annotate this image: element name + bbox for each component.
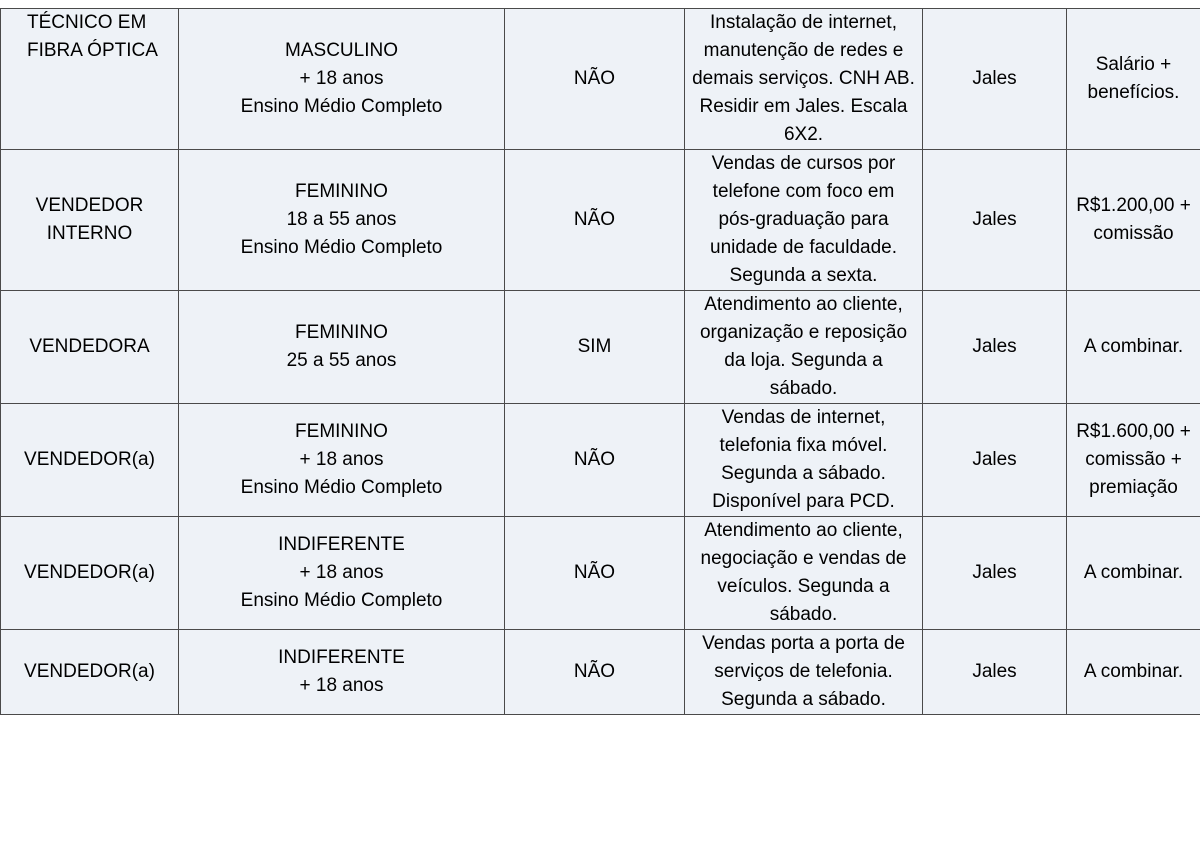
descricao-cell-line: negociação e vendas de: [700, 548, 907, 569]
cidade-cell: [923, 9, 1067, 150]
descricao-cell-line: Atendimento ao cliente,: [704, 520, 903, 541]
perfil-cell-line: Ensino Médio Completo: [240, 96, 443, 117]
descricao-cell-line: serviços de telefonia.: [714, 661, 893, 682]
salario-cell-line: Salário +: [1095, 54, 1172, 75]
perfil-cell: [179, 150, 505, 291]
table-row: [1, 517, 1200, 630]
cargo-cell: [1, 404, 179, 517]
descricao-cell-line: Segunda a sexta.: [729, 265, 878, 286]
cargo-cell-line: FIBRA ÓPTICA: [27, 40, 158, 61]
cidade-cell: [923, 150, 1067, 291]
perfil-cell-line: INDIFERENTE: [278, 647, 405, 668]
job-listings-sheet: [0, 8, 1200, 715]
perfil-cell: [179, 404, 505, 517]
descricao-cell-line: sábado.: [769, 604, 838, 625]
descricao-cell: [685, 404, 923, 517]
descricao-cell: [685, 517, 923, 630]
table-row: [1, 150, 1200, 291]
descricao-cell: [685, 9, 923, 150]
descricao-cell-line: Segunda a sábado.: [721, 463, 886, 484]
experiencia-cell: [505, 9, 685, 150]
descricao-cell-line: veículos. Segunda a: [717, 576, 890, 597]
cidade-cell-text: Jales: [972, 562, 1017, 583]
cidade-cell: [923, 517, 1067, 630]
table-row: [1, 291, 1200, 404]
descricao-cell-line: telefone com foco em: [712, 181, 895, 202]
cidade-cell: [923, 291, 1067, 404]
experiencia-cell: [505, 517, 685, 630]
descricao-cell-line: sábado.: [769, 378, 838, 399]
descricao-cell-line: telefonia fixa móvel.: [719, 435, 888, 456]
cargo-cell: [1, 150, 179, 291]
salario-cell: [1067, 404, 1200, 517]
descricao-cell-line: Vendas porta a porta de: [702, 633, 905, 654]
cargo-cell-line: INTERNO: [46, 223, 133, 244]
salario-cell-line: benefícios.: [1087, 82, 1180, 103]
salario-cell-line: R$1.200,00 +: [1076, 195, 1191, 216]
cargo-cell-line: VENDEDOR(a): [24, 661, 155, 682]
perfil-cell-line: + 18 anos: [299, 68, 384, 89]
salario-cell: [1067, 291, 1200, 404]
cargo-cell: [1, 630, 179, 715]
experiencia-cell: [505, 630, 685, 715]
descricao-cell-line: 6X2.: [783, 124, 824, 145]
perfil-cell-line: MASCULINO: [285, 40, 398, 61]
experiencia-cell-text: SIM: [577, 336, 612, 357]
salario-cell-line: premiação: [1089, 477, 1178, 498]
salario-cell-line: R$1.600,00 +: [1076, 421, 1191, 442]
cargo-cell-line: VENDEDOR(a): [24, 449, 155, 470]
experiencia-cell: [505, 404, 685, 517]
experiencia-cell: [505, 291, 685, 404]
descricao-cell: [685, 291, 923, 404]
cidade-cell: [923, 630, 1067, 715]
perfil-cell: [179, 517, 505, 630]
salario-cell-line: A combinar.: [1083, 661, 1184, 682]
perfil-cell: [179, 630, 505, 715]
perfil-cell-line: 25 a 55 anos: [286, 350, 397, 371]
cidade-cell-text: Jales: [972, 336, 1017, 357]
cargo-cell-line: VENDEDORA: [29, 336, 150, 357]
descricao-cell-line: unidade de faculdade.: [710, 237, 897, 258]
cidade-cell: [923, 404, 1067, 517]
cargo-cell-line: VENDEDOR(a): [24, 562, 155, 583]
descricao-cell-line: Vendas de internet,: [721, 407, 886, 428]
salario-cell: [1067, 150, 1200, 291]
perfil-cell: [179, 291, 505, 404]
cargo-cell: [1, 291, 179, 404]
perfil-cell-line: + 18 anos: [299, 675, 384, 696]
descricao-cell-line: Atendimento ao cliente,: [704, 294, 903, 315]
perfil-cell-line: + 18 anos: [299, 562, 384, 583]
descricao-cell-line: organização e reposição: [699, 322, 908, 343]
descricao-cell-line: Instalação de internet,: [710, 12, 897, 33]
salario-cell-line: comissão +: [1085, 449, 1182, 470]
descricao-cell: [685, 150, 923, 291]
cidade-cell-text: Jales: [972, 209, 1017, 230]
cidade-cell-text: Jales: [972, 449, 1017, 470]
perfil-cell-line: FEMININO: [295, 322, 388, 343]
job-listings-table: [0, 8, 1200, 715]
perfil-cell-line: FEMININO: [295, 421, 388, 442]
perfil-cell: [179, 9, 505, 150]
salario-cell-line: comissão: [1093, 223, 1174, 244]
descricao-cell-line: Segunda a sábado.: [721, 689, 886, 710]
cargo-cell: [1, 9, 179, 150]
descricao-cell-line: Vendas de cursos por: [711, 153, 896, 174]
cidade-cell-text: Jales: [972, 661, 1017, 682]
experiencia-cell-text: NÃO: [573, 562, 616, 583]
cargo-cell-line: VENDEDOR: [35, 195, 144, 216]
table-row: [1, 9, 1200, 150]
descricao-cell-line: da loja. Segunda a: [724, 350, 883, 371]
cidade-cell-text: Jales: [972, 68, 1017, 89]
experiencia-cell-text: NÃO: [573, 209, 616, 230]
cargo-cell: [1, 517, 179, 630]
perfil-cell-line: Ensino Médio Completo: [240, 590, 443, 611]
cargo-cell-line: TÉCNICO EM: [27, 12, 147, 33]
descricao-cell-line: pós-graduação para: [718, 209, 889, 230]
perfil-cell-line: Ensino Médio Completo: [240, 237, 443, 258]
descricao-cell-line: manutenção de redes e: [703, 40, 904, 61]
job-listings-body: [1, 9, 1200, 715]
salario-cell-line: A combinar.: [1083, 336, 1184, 357]
descricao-cell-line: Disponível para PCD.: [712, 491, 895, 512]
perfil-cell-line: FEMININO: [295, 181, 388, 202]
experiencia-cell-text: NÃO: [573, 68, 616, 89]
experiencia-cell: [505, 150, 685, 291]
salario-cell: [1067, 9, 1200, 150]
salario-cell: [1067, 630, 1200, 715]
perfil-cell-line: Ensino Médio Completo: [240, 477, 443, 498]
salario-cell-line: A combinar.: [1083, 562, 1184, 583]
table-row: [1, 630, 1200, 715]
experiencia-cell-text: NÃO: [573, 661, 616, 682]
experiencia-cell-text: NÃO: [573, 449, 616, 470]
descricao-cell: [685, 630, 923, 715]
descricao-cell-line: Residir em Jales. Escala: [699, 96, 908, 117]
perfil-cell-line: 18 a 55 anos: [286, 209, 397, 230]
perfil-cell-line: + 18 anos: [299, 449, 384, 470]
salario-cell: [1067, 517, 1200, 630]
perfil-cell-line: INDIFERENTE: [278, 534, 405, 555]
table-row: [1, 404, 1200, 517]
descricao-cell-line: demais serviços. CNH AB.: [692, 68, 915, 89]
